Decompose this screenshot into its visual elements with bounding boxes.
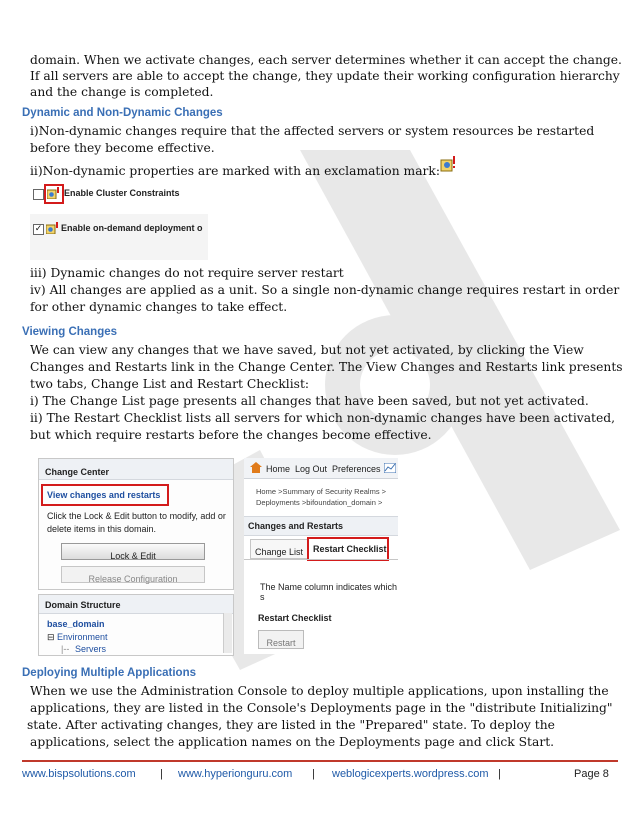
para1-line3: and the change is completed. (30, 85, 214, 99)
nav-preferences-link[interactable]: Preferences (332, 464, 381, 474)
sec3-line3: state. After activating changes, they are listed in the "Prepared" state. To deploy the (27, 718, 555, 732)
view-changes-link[interactable]: View changes and restarts (47, 490, 161, 500)
console-left-panel (38, 458, 234, 654)
para1-line2: If all servers are able to accept the change, they update their working configuration hierarchy (30, 69, 620, 83)
change-center-panel (38, 458, 234, 590)
home-icon[interactable] (250, 462, 262, 473)
sec2-line3: two tabs, Change List and Restart Checklist: (30, 377, 310, 391)
sec3-line4: applications, select the application names on the Deployments page and click Start. (30, 735, 555, 749)
breadcrumb-line1[interactable]: Home >Summary of Security Realms > (256, 487, 387, 496)
breadcrumb-line2[interactable]: Deployments >bifoundation_domain > (256, 498, 383, 507)
sec2-line4: i) The Change List page presents all changes that have been saved, but not yet activated. (30, 394, 589, 408)
restart-button[interactable]: Restart (258, 630, 304, 649)
footer-link-hyperionguru[interactable]: www.hyperionguru.com (178, 768, 293, 780)
changes-restarts-title: Changes and Restarts (248, 521, 344, 531)
footer-link-weblogicexperts[interactable]: weblogicexperts.wordpress.com (332, 768, 489, 780)
sec2-line2: Changes and Restarts link in the Change Center. The View Changes and Restarts link presents (30, 360, 623, 374)
page-number: Page 8 (574, 768, 609, 780)
on-demand-deployment-checkbox[interactable]: ✓ (34, 224, 43, 234)
sec1-line5: iv) All changes are applied as a unit. So a single non-dynamic change requires restart in order (30, 283, 620, 297)
domain-structure-title: Domain Structure (45, 600, 121, 610)
sec1-line4: iii) Dynamic changes do not require server restart (30, 266, 344, 280)
on-demand-deployment-label: Enable on-demand deployment o (61, 223, 203, 233)
name-column-note: The Name column indicates which s (260, 582, 398, 602)
lock-instructions-line1: Click the Lock & Edit button to modify, add or (47, 511, 226, 521)
nav-logout-link[interactable]: Log Out (295, 464, 328, 474)
domain-structure-panel: Domain Structure base_domain ⊟ Environment |-- Servers (38, 594, 234, 656)
top-nav-bar (244, 458, 398, 479)
footer-rule (22, 760, 618, 762)
restart-checklist-heading: Restart Checklist (258, 613, 332, 623)
sec1-line3: ii)Non-dynamic properties are marked with an exclamation mark: (30, 164, 441, 178)
para1-line1: domain. When we activate changes, each server determines whether it can accept the change. (30, 53, 622, 67)
tree-item-environment[interactable]: Environment (57, 632, 108, 642)
tab-restart-checklist[interactable]: Restart Checklist (307, 537, 389, 561)
lock-edit-button[interactable]: Lock & Edit (61, 543, 205, 560)
tab-change-list[interactable]: Change List (250, 539, 308, 559)
footer-separator: | (312, 768, 315, 780)
tree-expand-icon[interactable]: ⊟ (47, 632, 55, 642)
sec2-line6: but which require restarts before the changes become effective. (30, 428, 432, 442)
cluster-constraints-label: Enable Cluster Constraints (64, 188, 180, 198)
sec2-line5: ii) The Restart Checklist lists all servers for which non-dynamic changes have been activated, (30, 411, 616, 425)
cluster-constraints-checkbox[interactable] (33, 189, 44, 200)
on-demand-deployment-row (30, 214, 208, 260)
footer-separator: | (160, 768, 163, 780)
footer-separator: | (498, 768, 501, 780)
sec1-line2: before they become effective. (30, 141, 215, 155)
console-right-panel (244, 458, 398, 654)
heading-deploying-multiple: Deploying Multiple Applications (22, 667, 196, 679)
heading-viewing-changes: Viewing Changes (22, 326, 118, 338)
footer-link-bispsolutions[interactable]: www.bispsolutions.com (22, 768, 136, 780)
scrollbar[interactable] (223, 613, 232, 653)
nav-home-link[interactable]: Home (266, 464, 291, 474)
tree-item-servers[interactable]: Servers (75, 644, 107, 654)
exclamation-property-icon (47, 187, 59, 199)
lock-instructions-line2: delete items in this domain. (47, 524, 157, 534)
chart-icon[interactable] (384, 463, 396, 473)
sec3-line1: When we use the Administration Console to deploy multiple applications, upon installing the (30, 684, 609, 698)
change-center-title: Change Center (45, 467, 110, 477)
release-configuration-button[interactable]: Release Configuration (61, 566, 205, 583)
sec2-line1: We can view any changes that we have saved, but not yet activated, by clicking the View (30, 343, 584, 357)
heading-dynamic-changes: Dynamic and Non-Dynamic Changes (22, 107, 223, 119)
exclamation-property-icon (46, 222, 58, 234)
sec1-line1: i)Non-dynamic changes require that the affected servers or system resources be restarted (30, 124, 595, 138)
tree-root-base-domain[interactable]: base_domain (47, 619, 105, 629)
cluster-constraints-row (30, 183, 208, 205)
sec3-line2: applications, they are listed in the Console's Deployments page in the "distribute Initializing" (30, 701, 613, 715)
exclamation-property-icon (440, 155, 460, 173)
sec1-line6: for other dynamic changes to take effect. (30, 300, 288, 314)
